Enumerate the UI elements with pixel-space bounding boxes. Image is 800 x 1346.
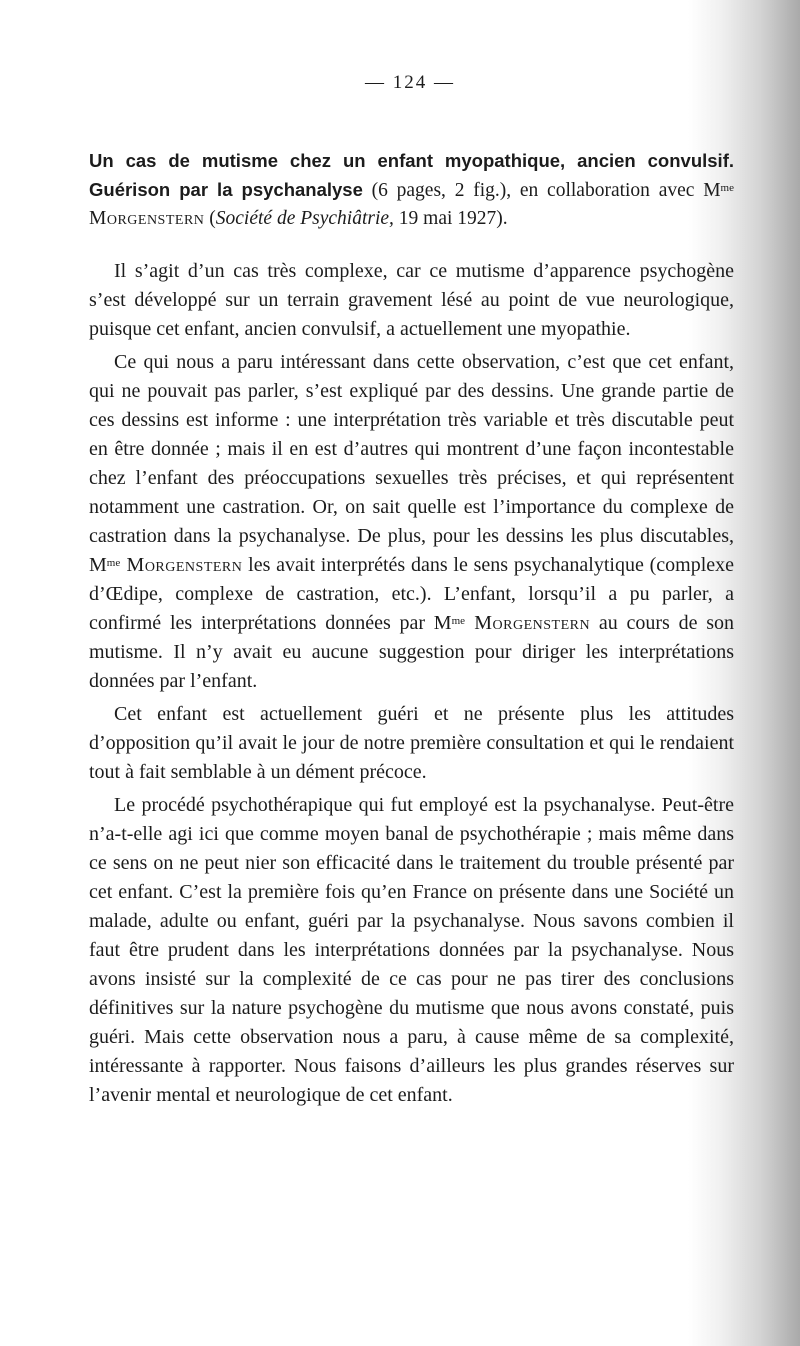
society-name: Société de Psychiâtrie, [215, 208, 394, 229]
publication-date: 19 mai 1927). [393, 208, 508, 229]
title-sup-2: me [451, 615, 466, 627]
author-name-2: Morgenstern [465, 612, 591, 634]
publication-details: (6 pages, 2 fig.), en collaboration avec [362, 180, 704, 201]
paragraph-1: Il s’agit d’un cas très complexe, car ce mutisme d’apparence psychogène s’est développé sur un terrain gravement lésé au point de vue neurologique, puisque cet enfant, ancien convulsif, a actuellement une myopathie. [89, 260, 734, 340]
author-prefix: M [703, 180, 721, 201]
author-name: Morgenstern [89, 208, 205, 229]
author-name-1: Morgenstern [120, 554, 243, 576]
author-title-sup: me [720, 182, 734, 194]
paragraph-2-part-b: les avait interprétés dans le sens psychanalytique (complexe d’Œdipe, complexe de castration, etc.). L’enfant, lorsqu’il a pu parler, a confirmé les interprétations données par M [89, 554, 735, 634]
paragraph-2 [89, 348, 734, 696]
paren-open: ( [204, 208, 216, 229]
publication-title: Un cas de mutisme chez un enfant myopathique, ancien convulsif. Guérison par la psychanalyse [89, 150, 734, 200]
paragraph-3: Cet enfant est actuellement guéri et ne présente plus les attitudes d’opposition qu’il avait le jour de notre première consultation et qui le rendaient tout à fait semblable à un dément précoce. [89, 703, 734, 783]
paragraph-2-part-c: au cours de son mutisme. Il n’y avait eu aucune suggestion pour diriger les interprétations données par l’enfant. [89, 612, 735, 692]
publication-heading [89, 147, 734, 233]
title-sup-1: me [106, 557, 121, 569]
body-text [89, 257, 734, 1114]
paragraph-4: Le procédé psychothérapique qui fut employé est la psychanalyse. Peut-être n’a-t-elle agi ici que comme moyen banal de psychothérapie ; mais même dans ce sens on ne peut nier son efficacité dans le traitement du trouble présenté par cet enfant. C’est la première fois qu’en France on présente dans une Société un malade, adulte ou enfant, guéri par la psychanalyse. Nous savons combien il faut être prudent dans les interprétations données par la psychanalyse. Nous avons insisté sur la complexité de ce cas pour ne pas tirer des conclusions définitives sur la nature psychogène du mutisme que nous avons constaté, puis guéri. Mais cette observation nous a paru, à cause même de sa complexité, intéressante à rapporter. Nous faisons d’ailleurs les plus grandes réserves sur l’avenir mental et neurologique de cet enfant. [89, 794, 734, 1106]
paragraph-2-part-a: Ce qui nous a paru intéressant dans cette observation, c’est que cet enfant, qui ne pouvait pas parler, s’est expliqué par des dessins. Une grande partie de ces dessins est informe : une interprétation très variable et très discutable peut en être donnée ; mais il en est d’autres qui montrent d’une façon incontestable chez l’enfant des préoccupations sexuelles très précises, et qui représentent notamment une castration. Or, on sait quelle est l’importance du complexe de castration dans la psychanalyse. De plus, pour les dessins les plus discutables, M [89, 351, 734, 576]
page-number: — 124 — [365, 72, 455, 93]
